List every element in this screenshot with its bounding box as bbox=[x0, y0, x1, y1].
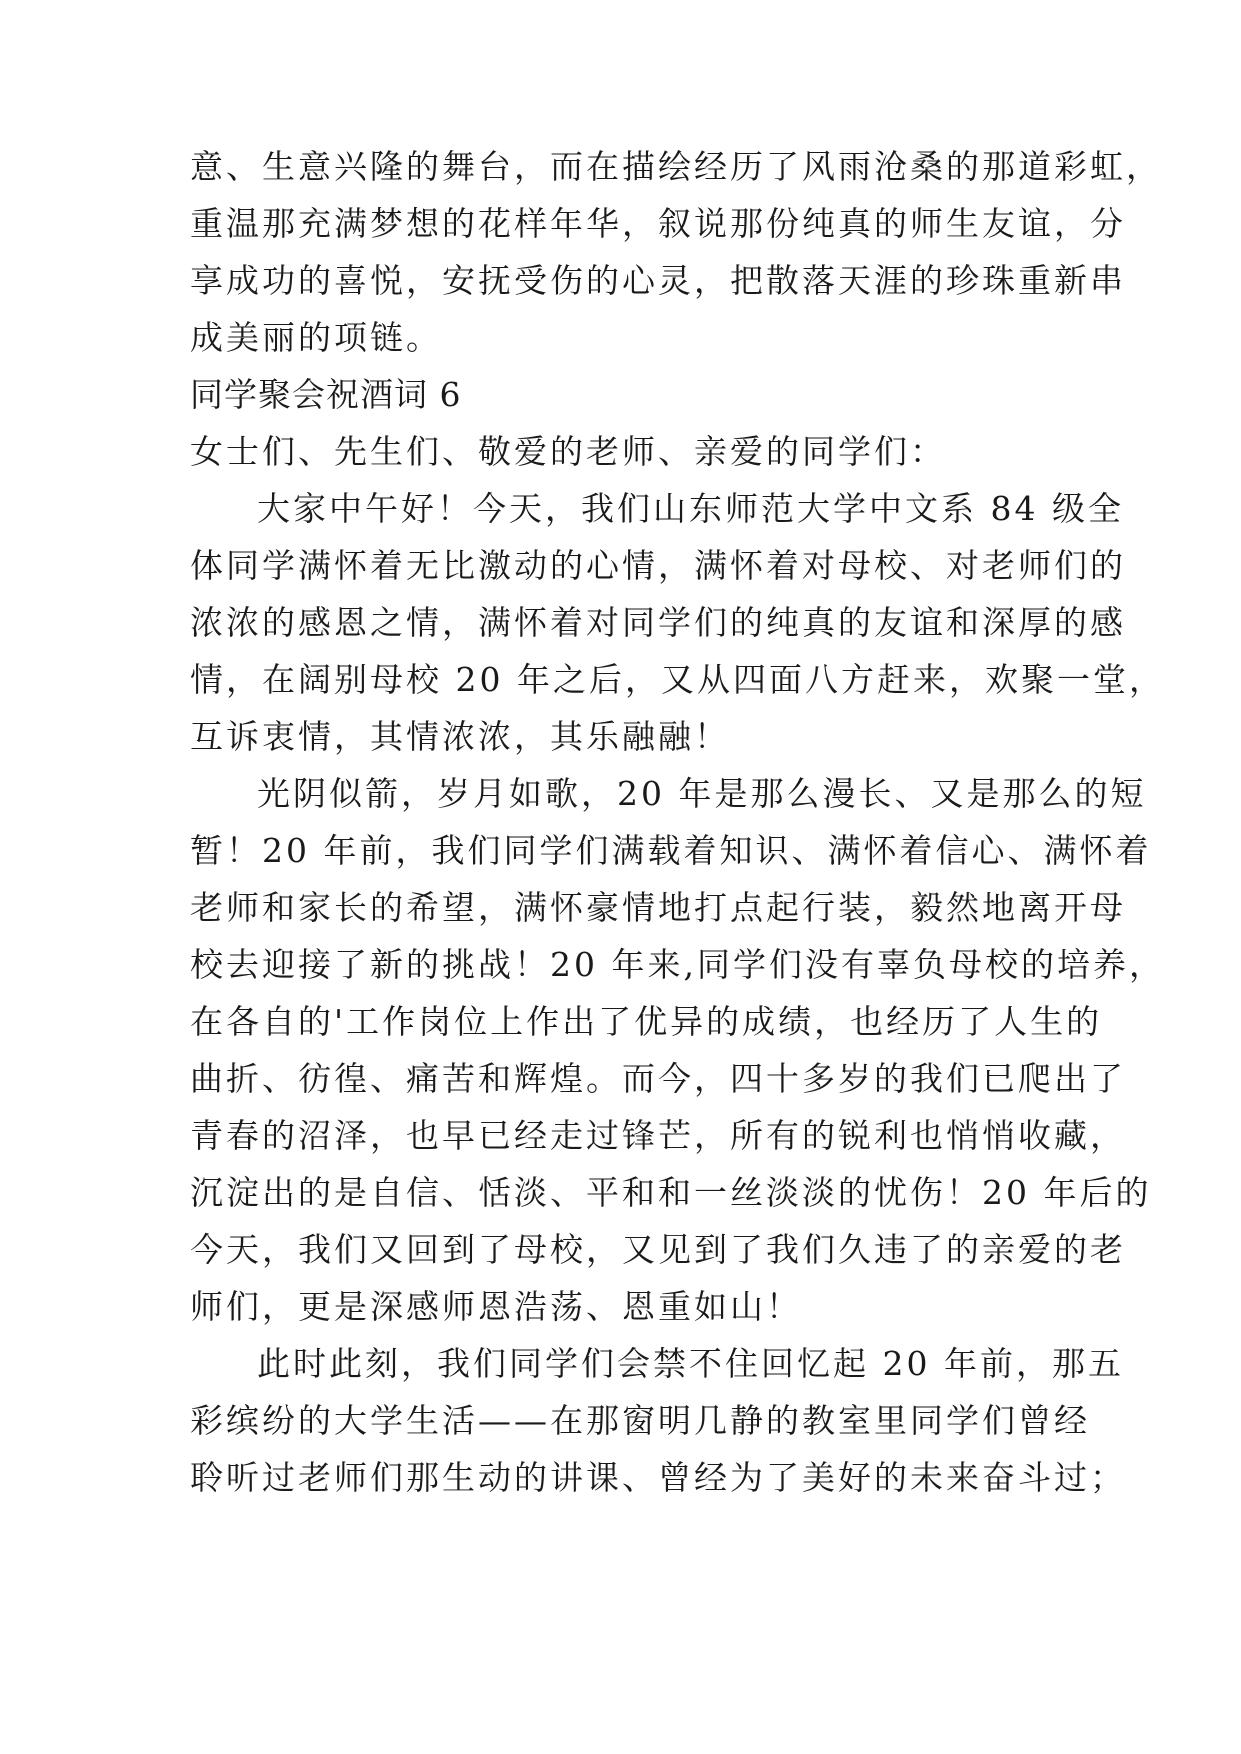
text-line: 校去迎接了新的挑战！20 年来,同学们没有辜负母校的培养， bbox=[190, 945, 1165, 984]
text-line: 重温那充满梦想的花样年华，叙说那份纯真的师生友谊，分 bbox=[190, 204, 1126, 243]
text-line: 浓浓的感恩之情，满怀着对同学们的纯真的友谊和深厚的感 bbox=[190, 603, 1126, 642]
text-line: 享成功的喜悦，安抚受伤的心灵，把散落天涯的珍珠重新串 bbox=[190, 261, 1126, 300]
text-line: 老师和家长的希望，满怀豪情地打点起行装，毅然地离开母 bbox=[190, 888, 1126, 927]
text-line: 暂！20 年前，我们同学们满载着知识、满怀着信心、满怀着 bbox=[190, 831, 1152, 870]
text-line: 光阴似箭，岁月如歌，20 年是那么漫长、又是那么的短 bbox=[257, 774, 1147, 813]
text-line: 大家中午好！今天，我们山东师范大学中文系 84 级全 bbox=[257, 489, 1124, 528]
text-line: 互诉衷情，其情浓浓，其乐融融！ bbox=[190, 717, 730, 756]
text-line: 曲折、彷徨、痛苦和辉煌。而今，四十多岁的我们已爬出了 bbox=[190, 1059, 1126, 1098]
salutation: 女士们、先生们、敬爱的老师、亲爱的同学们： bbox=[190, 432, 946, 471]
text-line: 体同学满怀着无比激动的心情，满怀着对母校、对老师们的 bbox=[190, 546, 1126, 585]
text-line: 聆听过老师们那生动的讲课、曾经为了美好的未来奋斗过； bbox=[190, 1458, 1126, 1497]
text-line: 在各自的'工作岗位上作出了优异的成绩，也经历了人生的 bbox=[190, 1002, 1103, 1041]
text-line: 情，在阔别母校 20 年之后，又从四面八方赶来，欢聚一堂， bbox=[190, 660, 1165, 699]
section-heading: 同学聚会祝酒词 6 bbox=[190, 375, 462, 414]
text-line: 此时此刻，我们同学们会禁不住回忆起 20 年前，那五 bbox=[257, 1344, 1124, 1383]
text-line: 彩缤纷的大学生活——在那窗明几静的教室里同学们曾经 bbox=[190, 1401, 1090, 1440]
text-line: 青春的沼泽，也早已经走过锋芒，所有的锐利也悄悄收藏， bbox=[190, 1116, 1126, 1155]
text-line: 成美丽的项链。 bbox=[190, 318, 442, 357]
text-line: 师们，更是深感师恩浩荡、恩重如山！ bbox=[190, 1287, 802, 1326]
text-line: 今天，我们又回到了母校，又见到了我们久违了的亲爱的老 bbox=[190, 1230, 1126, 1269]
text-line: 沉淀出的是自信、恬淡、平和和一丝淡淡的忧伤！20 年后的 bbox=[190, 1173, 1152, 1212]
text-line: 意、生意兴隆的舞台，而在描绘经历了风雨沧桑的那道彩虹， bbox=[190, 147, 1162, 186]
